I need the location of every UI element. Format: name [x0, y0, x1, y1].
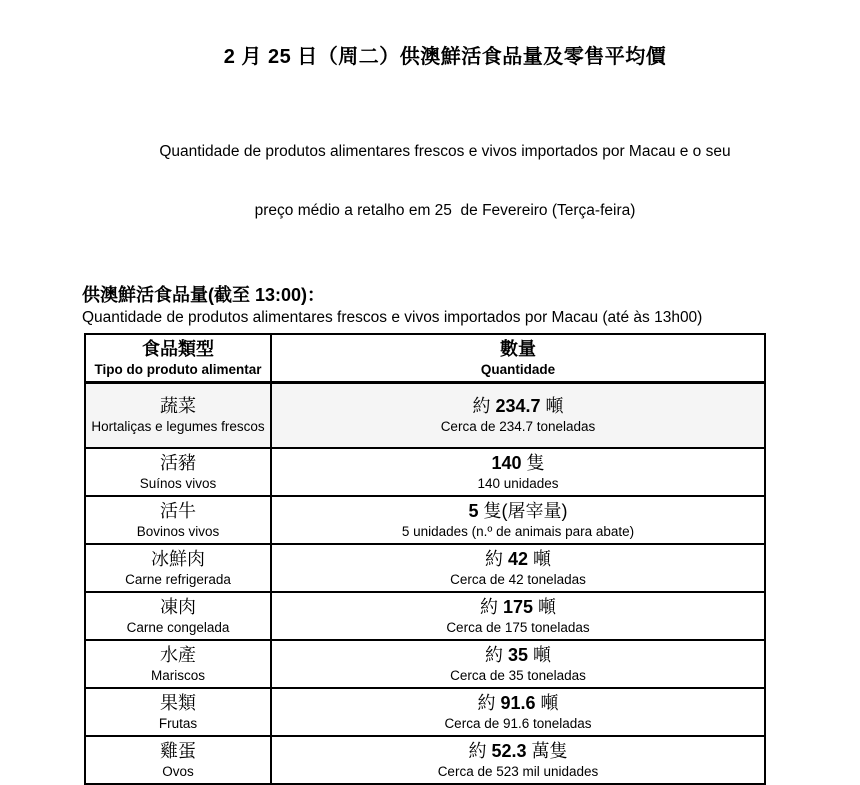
quantity-pt: Cerca de 42 toneladas	[450, 572, 586, 587]
food-type-pt: Frutas	[158, 716, 198, 731]
page-title: 2 月 25 日（周二）供澳鮮活食品量及零售平均價	[223, 46, 667, 68]
section-heading-pt: Quantidade de produtos alimentares frescos e vivos importados por Macau (até às 13h00)	[82, 309, 703, 326]
food-type-zh: 活豬	[160, 453, 196, 473]
table-header-row	[85, 334, 765, 382]
quantity-number: 5	[468, 501, 479, 521]
quantity-cell	[271, 688, 765, 736]
quantity-cell	[271, 736, 765, 784]
header-quantity-pt: Quantidade	[480, 362, 556, 378]
quantity-cell	[271, 496, 765, 544]
quantity-unit: 噸	[533, 597, 557, 617]
quantity-unit: 隻(屠宰量)	[478, 501, 568, 521]
quantity-cell	[271, 544, 765, 592]
quantity-number: 91.6	[500, 693, 536, 713]
quantity-number: 52.3	[491, 741, 527, 761]
food-type-pt: Carne congelada	[126, 620, 230, 635]
food-type-zh: 冰鮮肉	[151, 549, 205, 569]
header-cell-food-type	[85, 334, 271, 382]
quantity-number: 175	[502, 597, 534, 617]
quantity-prefix: 約	[479, 597, 503, 617]
quantity-number: 35	[507, 645, 529, 665]
food-type-pt: Mariscos	[150, 668, 205, 683]
quantity-unit: 噸	[540, 396, 564, 417]
food-type-cell	[85, 448, 271, 496]
food-type-cell	[85, 736, 271, 784]
food-type-zh: 雞蛋	[160, 741, 196, 761]
quantity-prefix: 約	[484, 549, 508, 569]
quantity-unit: 噸	[528, 645, 552, 665]
food-type-pt: Ovos	[162, 764, 194, 779]
quantity-pt: Cerca de 523 mil unidades	[437, 764, 599, 779]
food-type-cell	[85, 382, 271, 448]
food-type-cell	[85, 544, 271, 592]
quantity-cell	[271, 592, 765, 640]
quantity-unit: 隻	[521, 453, 545, 473]
table-row	[85, 640, 765, 688]
quantity-prefix: 約	[472, 396, 496, 417]
food-type-zh: 蔬菜	[160, 396, 196, 417]
quantity-number: 42	[507, 549, 529, 569]
table-row	[85, 688, 765, 736]
food-type-zh: 果類	[160, 693, 196, 713]
table-row	[85, 736, 765, 784]
food-type-cell	[85, 688, 271, 736]
document-header	[0, 0, 860, 259]
quantity-zh	[276, 500, 760, 523]
subtitle-line-2: preço médio a retalho em 25 de Fevereiro (Terça-feira)	[254, 201, 636, 219]
quantity-number: 234.7	[495, 396, 541, 417]
quantity-pt: 5 unidades (n.º de animais para abate)	[401, 524, 635, 539]
quantity-pt: Cerca de 234.7 toneladas	[440, 419, 596, 435]
food-type-cell	[85, 496, 271, 544]
quantity-zh	[276, 740, 760, 763]
quantity-zh	[276, 596, 760, 619]
food-type-cell	[85, 640, 271, 688]
quantity-pt: Cerca de 175 toneladas	[446, 620, 590, 635]
header-food-type-pt: Tipo do produto alimentar	[94, 362, 262, 378]
table-row	[85, 496, 765, 544]
supply-table	[84, 333, 766, 785]
header-quantity-zh: 數量	[500, 339, 536, 360]
quantity-prefix: 約	[468, 741, 492, 761]
food-type-pt: Bovinos vivos	[136, 524, 220, 539]
quantity-unit: 噸	[535, 693, 559, 713]
food-type-cell	[85, 592, 271, 640]
quantity-cell	[271, 448, 765, 496]
food-type-zh: 水產	[160, 645, 196, 665]
header-cell-quantity	[271, 334, 765, 382]
supply-table-body	[85, 334, 765, 784]
quantity-zh	[276, 452, 760, 475]
food-type-pt: Suínos vivos	[139, 476, 217, 491]
quantity-pt: Cerca de 35 toneladas	[450, 668, 586, 683]
quantity-pt: 140 unidades	[477, 476, 559, 491]
food-type-zh: 凍肉	[160, 597, 196, 617]
quantity-zh	[276, 395, 760, 418]
quantity-prefix: 約	[484, 645, 508, 665]
quantity-pt: Cerca de 91.6 toneladas	[444, 716, 592, 731]
header-food-type-zh: 食品類型	[142, 339, 214, 360]
food-type-pt: Carne refrigerada	[125, 572, 231, 587]
section-heading-zh: 供澳鮮活食品量(截至 13:00)：	[82, 285, 326, 305]
quantity-zh	[276, 644, 760, 667]
table-row	[85, 448, 765, 496]
food-type-pt: Hortaliças e legumes frescos	[91, 419, 265, 435]
supply-section-heading	[82, 283, 860, 328]
quantity-number: 140	[491, 453, 522, 473]
quantity-cell	[271, 640, 765, 688]
table-row	[85, 544, 765, 592]
quantity-unit: 噸	[528, 549, 552, 569]
quantity-prefix: 約	[477, 693, 501, 713]
subtitle-line-1: Quantidade de produtos alimentares frescos e vivos importados por Macau e o seu	[159, 143, 731, 160]
food-type-zh: 活牛	[160, 501, 196, 521]
table-row	[85, 382, 765, 448]
subtitle	[30, 103, 860, 259]
quantity-unit: 萬隻	[526, 741, 568, 761]
quantity-cell	[271, 382, 765, 448]
table-row	[85, 592, 765, 640]
quantity-zh	[276, 548, 760, 571]
